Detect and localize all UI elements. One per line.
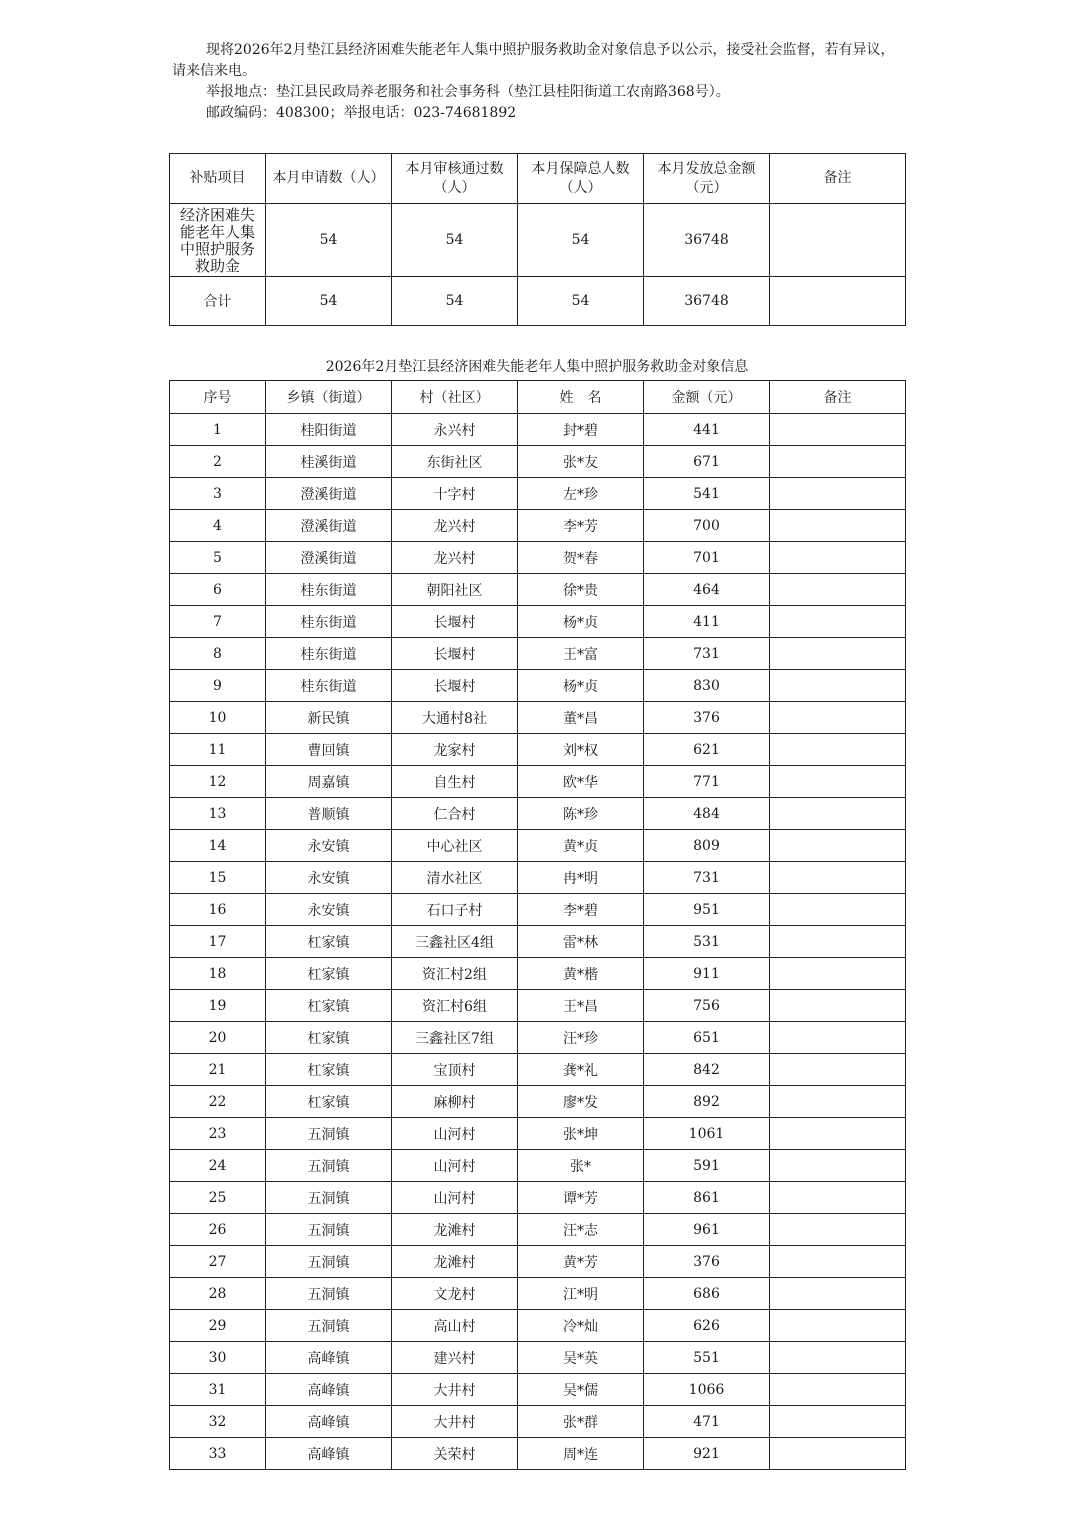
note-cell	[770, 670, 906, 702]
summary-approved-cell: 54	[392, 277, 518, 326]
row-number-cell: 3	[170, 478, 266, 510]
note-cell	[770, 1406, 906, 1438]
records-header-cell: 序号	[170, 381, 266, 414]
village-cell: 永兴村	[392, 414, 518, 446]
township-cell: 桂东街道	[266, 574, 392, 606]
note-cell	[770, 1278, 906, 1310]
summary-header-cell: 本月发放总金额（元）	[644, 154, 770, 204]
name-cell: 吴*英	[518, 1342, 644, 1374]
row-number-cell: 22	[170, 1086, 266, 1118]
summary-header-cell: 补贴项目	[170, 154, 266, 204]
summary-header-cell: 备注	[770, 154, 906, 204]
row-number-cell: 7	[170, 606, 266, 638]
township-cell: 桂阳街道	[266, 414, 392, 446]
row-number-cell: 30	[170, 1342, 266, 1374]
amount-cell: 651	[644, 1022, 770, 1054]
note-cell	[770, 1246, 906, 1278]
summary-header-cell: 本月保障总人数（人）	[518, 154, 644, 204]
amount-cell: 626	[644, 1310, 770, 1342]
name-cell: 杨*贞	[518, 606, 644, 638]
name-cell: 左*珍	[518, 478, 644, 510]
village-cell: 山河村	[392, 1150, 518, 1182]
row-number-cell: 24	[170, 1150, 266, 1182]
table-row	[170, 670, 906, 702]
note-cell	[770, 830, 906, 862]
village-cell: 长堰村	[392, 670, 518, 702]
name-cell: 杨*贞	[518, 670, 644, 702]
table-row	[170, 478, 906, 510]
row-number-cell: 23	[170, 1118, 266, 1150]
records-table	[169, 380, 906, 1470]
name-cell: 李*芳	[518, 510, 644, 542]
township-cell: 澄溪街道	[266, 478, 392, 510]
row-number-cell: 15	[170, 862, 266, 894]
township-cell: 五洞镇	[266, 1246, 392, 1278]
summary-amount-cell: 36748	[644, 204, 770, 277]
table-row	[170, 702, 906, 734]
amount-cell: 756	[644, 990, 770, 1022]
amount-cell: 911	[644, 958, 770, 990]
village-cell: 东街社区	[392, 446, 518, 478]
village-cell: 十字村	[392, 478, 518, 510]
note-cell	[770, 926, 906, 958]
table-row	[170, 510, 906, 542]
summary-header-row	[170, 154, 906, 204]
name-cell: 廖*发	[518, 1086, 644, 1118]
table-row	[170, 1374, 906, 1406]
amount-cell: 621	[644, 734, 770, 766]
township-cell: 澄溪街道	[266, 510, 392, 542]
name-cell: 黄*楷	[518, 958, 644, 990]
township-cell: 杠家镇	[266, 926, 392, 958]
name-cell: 谭*芳	[518, 1182, 644, 1214]
row-number-cell: 32	[170, 1406, 266, 1438]
table-row	[170, 542, 906, 574]
row-number-cell: 11	[170, 734, 266, 766]
name-cell: 董*昌	[518, 702, 644, 734]
amount-cell: 921	[644, 1438, 770, 1470]
row-number-cell: 31	[170, 1374, 266, 1406]
note-cell	[770, 574, 906, 606]
village-cell: 大井村	[392, 1406, 518, 1438]
village-cell: 高山村	[392, 1310, 518, 1342]
village-cell: 自生村	[392, 766, 518, 798]
records-body	[170, 414, 906, 1470]
note-cell	[770, 1150, 906, 1182]
amount-cell: 484	[644, 798, 770, 830]
records-header-cell: 姓 名	[518, 381, 644, 414]
table-row	[170, 1086, 906, 1118]
name-cell: 雷*林	[518, 926, 644, 958]
township-cell: 桂东街道	[266, 670, 392, 702]
records-header-cell: 备注	[770, 381, 906, 414]
note-cell	[770, 1054, 906, 1086]
notice-paragraph-3: 邮政编码：408300；举报电话：023-74681892	[206, 105, 517, 121]
village-cell: 清水社区	[392, 862, 518, 894]
name-cell: 黄*贞	[518, 830, 644, 862]
row-number-cell: 16	[170, 894, 266, 926]
amount-cell: 809	[644, 830, 770, 862]
amount-cell: 700	[644, 510, 770, 542]
amount-cell: 701	[644, 542, 770, 574]
table-row	[170, 638, 906, 670]
row-number-cell: 18	[170, 958, 266, 990]
table-row	[170, 1182, 906, 1214]
name-cell: 龚*礼	[518, 1054, 644, 1086]
amount-cell: 471	[644, 1406, 770, 1438]
note-cell	[770, 446, 906, 478]
records-header-cell: 金额（元）	[644, 381, 770, 414]
township-cell: 永安镇	[266, 830, 392, 862]
note-cell	[770, 478, 906, 510]
table-row	[170, 766, 906, 798]
records-header-cell: 乡镇（街道）	[266, 381, 392, 414]
note-cell	[770, 990, 906, 1022]
summary-project-cell	[170, 204, 266, 277]
note-cell	[770, 862, 906, 894]
summary-note-cell	[770, 204, 906, 277]
name-cell: 黄*芳	[518, 1246, 644, 1278]
row-number-cell: 19	[170, 990, 266, 1022]
amount-cell: 671	[644, 446, 770, 478]
table-row	[170, 1118, 906, 1150]
village-cell: 大井村	[392, 1374, 518, 1406]
amount-cell: 551	[644, 1342, 770, 1374]
summary-table	[169, 153, 906, 326]
note-cell	[770, 638, 906, 670]
name-cell: 欧*华	[518, 766, 644, 798]
row-number-cell: 9	[170, 670, 266, 702]
township-cell: 高峰镇	[266, 1342, 392, 1374]
amount-cell: 376	[644, 1246, 770, 1278]
amount-cell: 961	[644, 1214, 770, 1246]
table-row	[170, 734, 906, 766]
township-cell: 杠家镇	[266, 1022, 392, 1054]
row-number-cell: 25	[170, 1182, 266, 1214]
table-row	[170, 1214, 906, 1246]
table-row	[170, 414, 906, 446]
village-cell: 长堰村	[392, 606, 518, 638]
row-number-cell: 13	[170, 798, 266, 830]
name-cell: 王*富	[518, 638, 644, 670]
table-row	[170, 894, 906, 926]
summary-total-row	[170, 277, 906, 326]
amount-cell: 731	[644, 862, 770, 894]
note-cell	[770, 766, 906, 798]
village-cell: 长堰村	[392, 638, 518, 670]
note-cell	[770, 510, 906, 542]
village-cell: 三鑫社区4组	[392, 926, 518, 958]
village-cell: 山河村	[392, 1182, 518, 1214]
table-row	[170, 958, 906, 990]
table-row	[170, 798, 906, 830]
summary-header-cell: 本月申请数（人）	[266, 154, 392, 204]
note-cell	[770, 1214, 906, 1246]
table-row	[170, 1438, 906, 1470]
village-cell: 文龙村	[392, 1278, 518, 1310]
township-cell: 杠家镇	[266, 1054, 392, 1086]
amount-cell: 861	[644, 1182, 770, 1214]
village-cell: 中心社区	[392, 830, 518, 862]
township-cell: 五洞镇	[266, 1214, 392, 1246]
row-number-cell: 6	[170, 574, 266, 606]
row-number-cell: 12	[170, 766, 266, 798]
township-cell: 高峰镇	[266, 1374, 392, 1406]
township-cell: 杠家镇	[266, 1086, 392, 1118]
summary-applied-cell: 54	[266, 277, 392, 326]
table-row	[170, 606, 906, 638]
note-cell	[770, 1022, 906, 1054]
name-cell: 徐*贵	[518, 574, 644, 606]
summary-total-cell: 54	[518, 204, 644, 277]
note-cell	[770, 542, 906, 574]
amount-cell: 541	[644, 478, 770, 510]
name-cell: 江*明	[518, 1278, 644, 1310]
table-row	[170, 446, 906, 478]
village-cell: 龙家村	[392, 734, 518, 766]
summary-project-cell: 合计	[170, 277, 266, 326]
name-cell: 周*连	[518, 1438, 644, 1470]
village-cell: 朝阳社区	[392, 574, 518, 606]
row-number-cell: 26	[170, 1214, 266, 1246]
records-header-row	[170, 381, 906, 414]
row-number-cell: 8	[170, 638, 266, 670]
village-cell: 三鑫社区7组	[392, 1022, 518, 1054]
village-cell: 石口子村	[392, 894, 518, 926]
table-row	[170, 862, 906, 894]
name-cell: 封*碧	[518, 414, 644, 446]
table-row	[170, 1406, 906, 1438]
row-number-cell: 21	[170, 1054, 266, 1086]
township-cell: 永安镇	[266, 862, 392, 894]
note-cell	[770, 414, 906, 446]
amount-cell: 731	[644, 638, 770, 670]
name-cell: 张*	[518, 1150, 644, 1182]
note-cell	[770, 1438, 906, 1470]
village-cell: 仁合村	[392, 798, 518, 830]
village-cell: 龙滩村	[392, 1214, 518, 1246]
township-cell: 五洞镇	[266, 1278, 392, 1310]
village-cell: 龙滩村	[392, 1246, 518, 1278]
table-row	[170, 1022, 906, 1054]
summary-note-cell	[770, 277, 906, 326]
township-cell: 曹回镇	[266, 734, 392, 766]
village-cell: 麻柳村	[392, 1086, 518, 1118]
name-cell: 冉*明	[518, 862, 644, 894]
township-cell: 桂溪街道	[266, 446, 392, 478]
table-row	[170, 990, 906, 1022]
amount-cell: 1066	[644, 1374, 770, 1406]
amount-cell: 464	[644, 574, 770, 606]
note-cell	[770, 1310, 906, 1342]
township-cell: 普顺镇	[266, 798, 392, 830]
row-number-cell: 20	[170, 1022, 266, 1054]
township-cell: 桂东街道	[266, 638, 392, 670]
table-row	[170, 574, 906, 606]
table-row	[170, 1246, 906, 1278]
name-cell: 王*昌	[518, 990, 644, 1022]
table-row	[170, 1342, 906, 1374]
summary-applied-cell: 54	[266, 204, 392, 277]
township-cell: 五洞镇	[266, 1310, 392, 1342]
township-cell: 新民镇	[266, 702, 392, 734]
township-cell: 高峰镇	[266, 1438, 392, 1470]
row-number-cell: 27	[170, 1246, 266, 1278]
note-cell	[770, 1118, 906, 1150]
amount-cell: 686	[644, 1278, 770, 1310]
summary-project-name: 经济困难失能老年人集中照护服务救助金	[179, 206, 255, 275]
note-cell	[770, 1086, 906, 1118]
note-cell	[770, 894, 906, 926]
name-cell: 陈*珍	[518, 798, 644, 830]
note-cell	[770, 1342, 906, 1374]
row-number-cell: 2	[170, 446, 266, 478]
amount-cell: 441	[644, 414, 770, 446]
township-cell: 澄溪街道	[266, 542, 392, 574]
row-number-cell: 17	[170, 926, 266, 958]
village-cell: 山河村	[392, 1118, 518, 1150]
township-cell: 杠家镇	[266, 990, 392, 1022]
notice-paragraph-2: 举报地点：垫江县民政局养老服务和社会事务科（垫江县桂阳街道工农南路368号）。	[206, 84, 730, 100]
row-number-cell: 33	[170, 1438, 266, 1470]
village-cell: 资汇村2组	[392, 958, 518, 990]
records-title: 2026年2月垫江县经济困难失能老年人集中照护服务救助金对象信息	[325, 359, 749, 375]
note-cell	[770, 798, 906, 830]
summary-item-row	[170, 204, 906, 277]
name-cell: 张*友	[518, 446, 644, 478]
township-cell: 周嘉镇	[266, 766, 392, 798]
name-cell: 冷*灿	[518, 1310, 644, 1342]
township-cell: 五洞镇	[266, 1150, 392, 1182]
name-cell: 张*群	[518, 1406, 644, 1438]
amount-cell: 1061	[644, 1118, 770, 1150]
note-cell	[770, 702, 906, 734]
summary-header-cell: 本月审核通过数（人）	[392, 154, 518, 204]
records-header-cell: 村（社区）	[392, 381, 518, 414]
summary-approved-cell: 54	[392, 204, 518, 277]
township-cell: 五洞镇	[266, 1182, 392, 1214]
row-number-cell: 4	[170, 510, 266, 542]
summary-total-cell: 54	[518, 277, 644, 326]
amount-cell: 892	[644, 1086, 770, 1118]
row-number-cell: 28	[170, 1278, 266, 1310]
amount-cell: 951	[644, 894, 770, 926]
name-cell: 汪*志	[518, 1214, 644, 1246]
name-cell: 汪*珍	[518, 1022, 644, 1054]
name-cell: 刘*权	[518, 734, 644, 766]
table-row	[170, 1150, 906, 1182]
amount-cell: 531	[644, 926, 770, 958]
township-cell: 杠家镇	[266, 958, 392, 990]
village-cell: 宝顶村	[392, 1054, 518, 1086]
note-cell	[770, 958, 906, 990]
table-row	[170, 1054, 906, 1086]
village-cell: 龙兴村	[392, 542, 518, 574]
village-cell: 资汇村6组	[392, 990, 518, 1022]
table-row	[170, 830, 906, 862]
note-cell	[770, 734, 906, 766]
row-number-cell: 1	[170, 414, 266, 446]
village-cell: 建兴村	[392, 1342, 518, 1374]
township-cell: 五洞镇	[266, 1118, 392, 1150]
notice-paragraph-1: 现将2026年2月垫江县经济困难失能老年人集中照护服务救助金对象信息予以公示，接受社会监督，若有异议，请来信来电。	[172, 42, 895, 79]
amount-cell: 411	[644, 606, 770, 638]
note-cell	[770, 1374, 906, 1406]
name-cell: 李*碧	[518, 894, 644, 926]
row-number-cell: 14	[170, 830, 266, 862]
township-cell: 高峰镇	[266, 1406, 392, 1438]
name-cell: 张*坤	[518, 1118, 644, 1150]
amount-cell: 591	[644, 1150, 770, 1182]
township-cell: 永安镇	[266, 894, 392, 926]
row-number-cell: 10	[170, 702, 266, 734]
row-number-cell: 29	[170, 1310, 266, 1342]
village-cell: 大通村8社	[392, 702, 518, 734]
note-cell	[770, 606, 906, 638]
township-cell: 桂东街道	[266, 606, 392, 638]
village-cell: 关荣村	[392, 1438, 518, 1470]
name-cell: 贺*春	[518, 542, 644, 574]
notice	[172, 40, 908, 124]
summary-amount-cell: 36748	[644, 277, 770, 326]
amount-cell: 830	[644, 670, 770, 702]
row-number-cell: 5	[170, 542, 266, 574]
table-row	[170, 1310, 906, 1342]
note-cell	[770, 1182, 906, 1214]
table-row	[170, 1278, 906, 1310]
amount-cell: 771	[644, 766, 770, 798]
village-cell: 龙兴村	[392, 510, 518, 542]
table-row	[170, 926, 906, 958]
amount-cell: 842	[644, 1054, 770, 1086]
name-cell: 吴*儒	[518, 1374, 644, 1406]
amount-cell: 376	[644, 702, 770, 734]
